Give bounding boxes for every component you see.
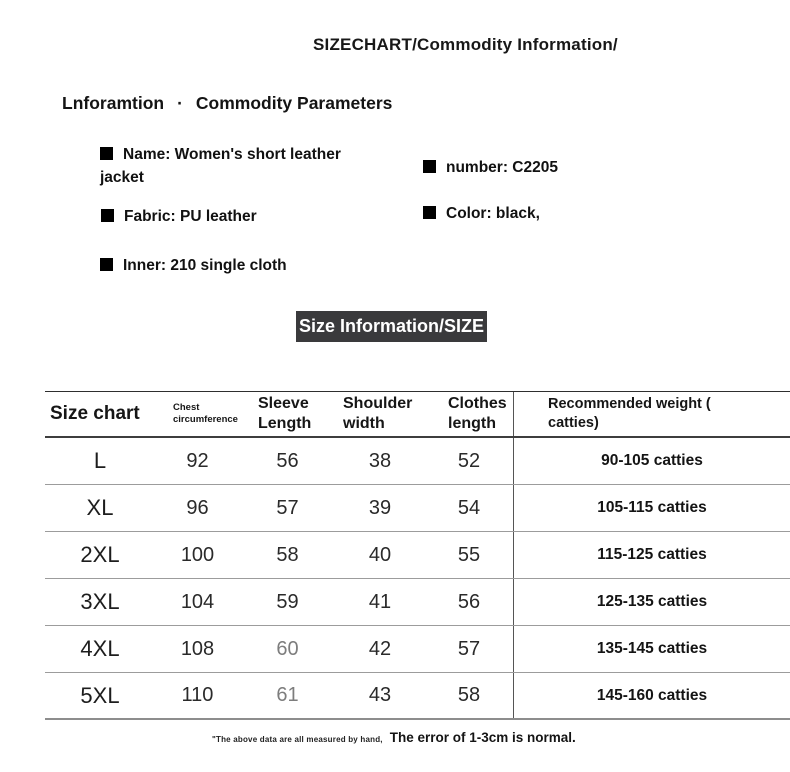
table-row-5XL bbox=[45, 673, 790, 720]
cell-clothes: 56 bbox=[457, 590, 481, 613]
cell-weight: 135-145 catties bbox=[513, 626, 790, 672]
parameter-color bbox=[423, 202, 540, 225]
cell-chest: 110 bbox=[181, 684, 214, 706]
cell-sleeve: 61 bbox=[276, 684, 299, 706]
cell-sleeve: 60 bbox=[276, 637, 299, 660]
parameter-fabric bbox=[101, 205, 257, 228]
cell-size: XL bbox=[86, 495, 114, 520]
table-row-3XL bbox=[45, 579, 790, 626]
col-header-recommended-weight: Recommended weight ( catties) bbox=[513, 392, 790, 436]
cell-clothes: 57 bbox=[457, 637, 481, 660]
cell-clothes: 58 bbox=[457, 684, 481, 706]
heading-parameters-label: Commodity Parameters bbox=[195, 93, 393, 113]
parameter-inner-text: Inner: 210 single cloth bbox=[123, 257, 287, 274]
heading-information-label: Lnforamtion bbox=[62, 93, 165, 113]
cell-chest: 104 bbox=[180, 590, 215, 613]
square-bullet-icon bbox=[423, 206, 436, 219]
size-table-header-row bbox=[45, 392, 790, 438]
disclaimer-small-text: "The above data are all measured by hand, bbox=[212, 735, 383, 744]
cell-shoulder: 39 bbox=[368, 496, 392, 519]
commodity-parameters-heading bbox=[62, 93, 392, 114]
cell-chest: 100 bbox=[180, 543, 215, 566]
table-row-XL bbox=[45, 485, 790, 532]
cell-weight: 125-135 catties bbox=[513, 579, 790, 625]
cell-weight: 115-125 catties bbox=[513, 532, 790, 578]
cell-weight: 105-115 catties bbox=[513, 485, 790, 531]
cell-shoulder: 42 bbox=[368, 637, 392, 660]
cell-size: L bbox=[93, 448, 107, 473]
square-bullet-icon bbox=[423, 160, 436, 173]
measurement-disclaimer bbox=[212, 730, 576, 745]
square-bullet-icon bbox=[101, 209, 114, 222]
square-bullet-icon bbox=[100, 258, 113, 271]
table-row-L bbox=[45, 438, 790, 485]
cell-clothes: 55 bbox=[457, 543, 481, 566]
cell-chest: 96 bbox=[186, 496, 209, 519]
cell-size: 4XL bbox=[80, 636, 120, 661]
cell-size: 2XL bbox=[80, 542, 120, 567]
cell-sleeve: 59 bbox=[276, 590, 299, 613]
parameter-name-text: Name: Women's short leather jacket bbox=[100, 146, 341, 186]
cell-shoulder: 43 bbox=[368, 684, 392, 706]
parameter-fabric-text: Fabric: PU leather bbox=[124, 208, 257, 225]
size-table bbox=[45, 391, 790, 720]
parameter-number bbox=[423, 156, 558, 179]
cell-size: 3XL bbox=[80, 589, 120, 614]
parameter-inner bbox=[100, 254, 287, 277]
cell-sleeve: 57 bbox=[276, 496, 299, 519]
cell-chest: 92 bbox=[186, 449, 209, 472]
heading-separator-dot: · bbox=[177, 93, 183, 113]
cell-sleeve: 56 bbox=[276, 449, 299, 472]
col-header-size-chart-label: Size chart bbox=[50, 403, 140, 424]
cell-weight: 90-105 catties bbox=[513, 438, 790, 484]
parameter-number-text: number: C2205 bbox=[446, 159, 558, 176]
disclaimer-large-text: The error of 1-3cm is normal. bbox=[389, 730, 576, 745]
cell-weight: 145-160 catties bbox=[513, 673, 790, 718]
cell-clothes: 54 bbox=[457, 496, 481, 519]
col-header-size-chart bbox=[45, 392, 155, 436]
cell-shoulder: 40 bbox=[368, 543, 392, 566]
cell-shoulder: 38 bbox=[368, 449, 392, 472]
cell-sleeve: 58 bbox=[276, 543, 299, 566]
parameter-color-text: Color: black, bbox=[446, 205, 540, 222]
table-row-4XL bbox=[45, 626, 790, 673]
col-header-sleeve-length: Sleeve Length bbox=[258, 395, 312, 432]
size-information-banner: Size Information/SIZE bbox=[296, 311, 487, 342]
cell-chest: 108 bbox=[180, 637, 215, 660]
col-header-chest-circumference: Chest circumference bbox=[173, 402, 238, 425]
cell-shoulder: 41 bbox=[368, 590, 392, 613]
cell-clothes: 52 bbox=[457, 449, 481, 472]
table-row-2XL bbox=[45, 532, 790, 579]
cell-size: 5XL bbox=[80, 682, 120, 708]
page-title: SIZECHART/Commodity Information/ bbox=[313, 35, 618, 54]
parameter-name bbox=[100, 143, 376, 189]
col-header-shoulder-width: Shoulder width bbox=[343, 395, 413, 432]
square-bullet-icon bbox=[100, 147, 113, 160]
col-header-clothes-length: Clothes length bbox=[448, 395, 507, 432]
